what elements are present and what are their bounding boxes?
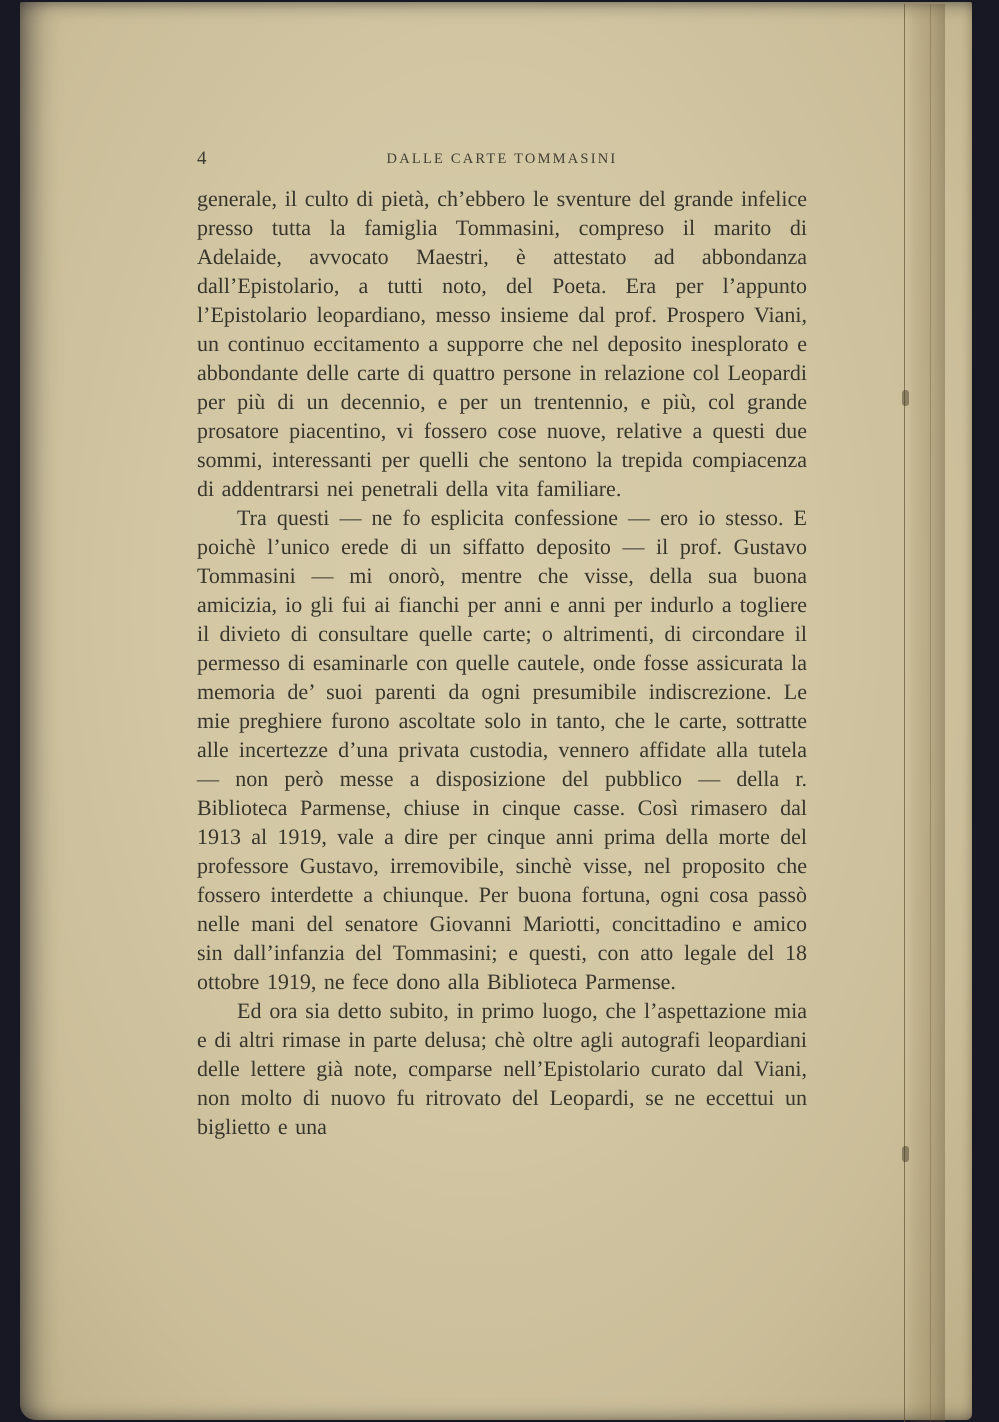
page-number: 4 [197,148,207,169]
running-title: DALLE CARTE TOMMASINI [386,151,618,167]
page-edge-stack [904,4,945,1422]
page-edge-notch [902,1146,909,1162]
page-header [197,148,807,172]
paragraph: generale, il culto di pietà, ch’ebbero le sventure del grande infelice presso tutta la famiglia Tommasini, compreso il marito di Adelaide, avvocato Maestri, è attestato ad abbondanza dall’Epistolario, a tutti noto, del Poeta. Era per l’appunto l’Epistolario leopardiano, messo insieme dal prof. Prospero Viani, un continuo eccitamento a supporre che nel deposito inesplorato e abbondante delle carte di quattro persone in relazione col Leopardi per più di un decennio, e per un trentennio, e più, col grande prosatore piacentino, vi fossero cose nuove, relative a questi due sommi, interessanti per quelli che sentono la trepida compiacenza di addentrarsi nei penetrali della vita familiare. [197,186,807,501]
paragraph: Ed ora sia detto subito, in primo luogo, che l’aspettazione mia e di altri rimase in parte delusa; chè oltre agli autografi leopardiani delle lettere già note, comparse nell’Epistolario curato dal Viani, non molto di nuovo fu ritrovato del Leopardi, se ne eccettui un biglietto e una [197,998,807,1139]
paragraph: Tra questi — ne fo esplicita confessione — ero io stesso. E poichè l’unico erede di un siffatto deposito — il prof. Gustavo Tommasini — mi onorò, mentre che visse, della sua buona amicizia, io gli fui ai fianchi per anni e anni per indurlo a togliere il divieto di consultare quelle carte; o altrimenti, di circondare il permesso di esaminarle con quelle cautele, onde fosse assicurata la memoria de’ suoi parenti da ogni presumibile indiscrezione. Le mie preghiere furono ascoltate solo in tanto, che le carte, sottratte alle incertezze d’una privata custodia, vennero affidate alla tutela — non però messe a disposizione del pubblico — della r. Biblioteca Parmense, chiuse in cinque casse. Così rimasero dal 1913 al 1919, vale a dire per cinque anni prima della morte del professore Gustavo, irremovibile, sinchè visse, nel proposito che fossero interdette a chiunque. Per buona fortuna, ogni cosa passò nelle mani del senatore Giovanni Mariotti, concittadino e amico sin dall’infanzia del Tommasini; e questi, con atto legale del 18 ottobre 1919, ne fece dono alla Biblioteca Parmense. [197,505,807,994]
book-page [20,2,972,1420]
page-edge-line [930,4,931,1422]
page-edge-notch [902,390,909,406]
page-body [197,184,807,1141]
